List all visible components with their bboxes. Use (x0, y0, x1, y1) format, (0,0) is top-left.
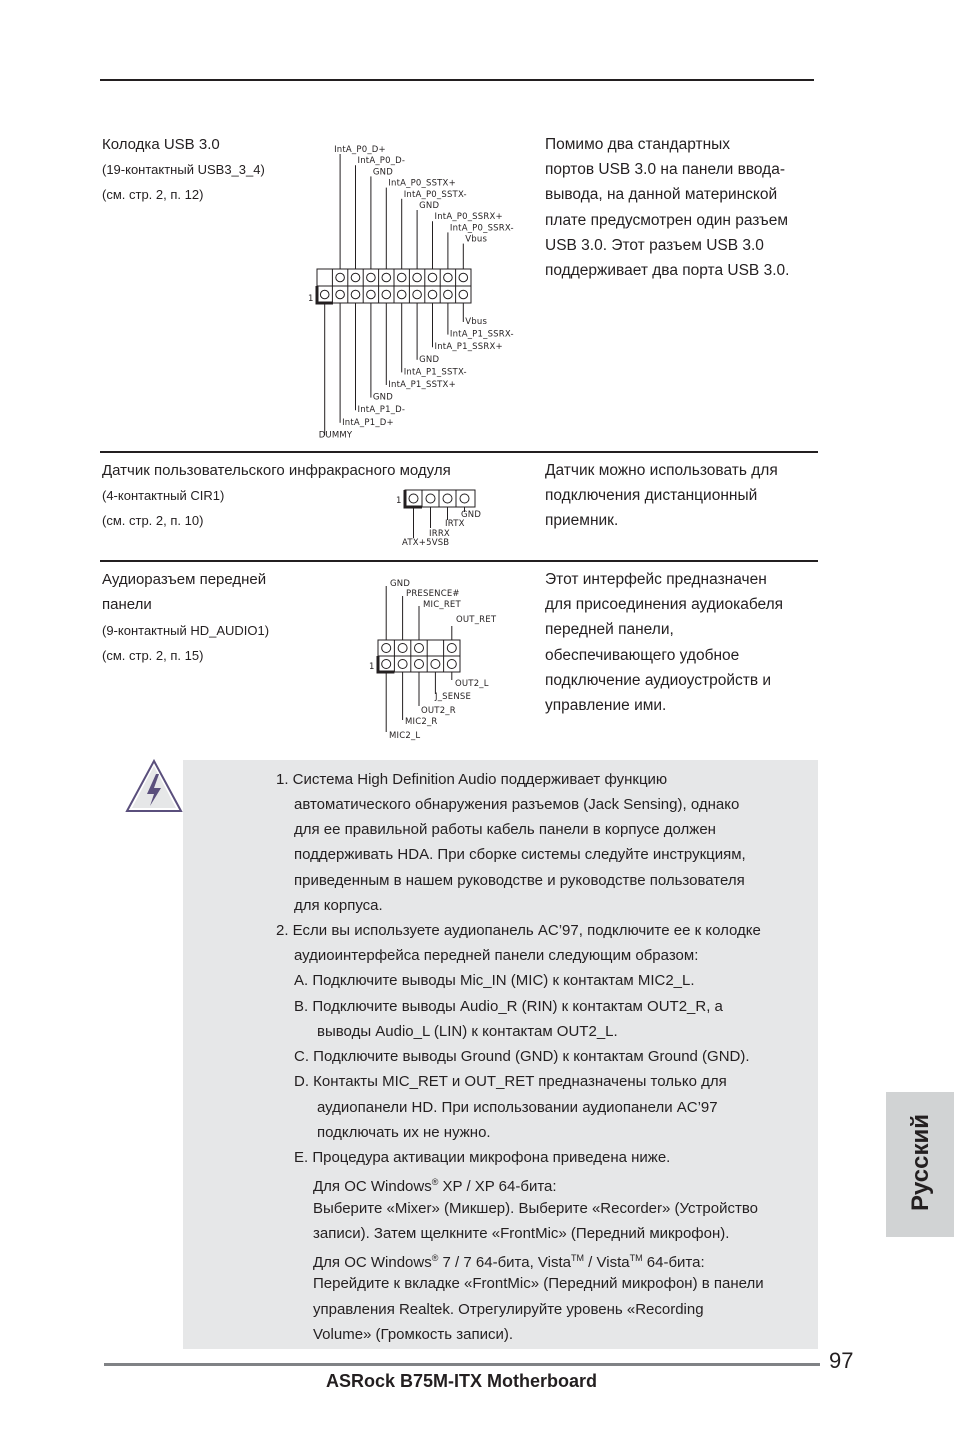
pin (382, 273, 391, 282)
desc-line: портов USB 3.0 на панели ввода- (545, 161, 785, 179)
audio-label-mic2-r: MIC2_R (405, 717, 438, 727)
note-line: E. Процедура активации микрофона приведена ниже. (294, 1149, 671, 1166)
pin (459, 290, 468, 299)
note-line: для ее правильной работы кабель панели в корпусе должен (294, 821, 716, 838)
pin (367, 273, 376, 282)
usb-top-pin-label: IntA_P0_SSTX+ (388, 178, 456, 189)
note-line: автоматического обнаружения разъемов (Jack Sensing), однако (294, 796, 740, 813)
cir-header-title: Датчик пользовательского инфракрасного модуля (102, 462, 451, 479)
cir-label-irtx: IRTX (445, 519, 465, 529)
desc-line: Этот интерфейс предназначен (545, 571, 767, 588)
usb-top-pin-label: IntA_P0_D- (357, 156, 406, 167)
usb-bottom-pin-label: IntA_P1_SSTX- (403, 367, 467, 378)
usb-top-pin-label: GND (419, 201, 440, 211)
note-span: 7 / 7 64-бита, Vista (442, 1254, 571, 1271)
audio-header-diagram (365, 572, 515, 747)
desc-line: для присоединения аудиокабеля (545, 596, 784, 614)
trademark: TM (571, 1253, 584, 1263)
note-span: Для ОС Windows (313, 1254, 432, 1271)
audio-header-title (102, 567, 266, 617)
note-line: аудиоинтерфейса передней панели следующим образом: (294, 947, 699, 964)
desc-line: подключения дистанционный (545, 487, 758, 505)
section-divider (100, 560, 818, 562)
usb-bottom-pin-label: IntA_P1_D- (357, 405, 406, 416)
cir-pin1-label: 1 (396, 496, 402, 506)
desc-line: Датчик можно использовать для (545, 462, 778, 479)
audio-title-line: панели (102, 596, 152, 613)
audio-header-ref: (см. стр. 2, п. 15) (102, 648, 204, 663)
pin (397, 290, 406, 299)
audio-label-out2-r: OUT2_R (421, 706, 456, 716)
audio-label-gnd: GND (390, 579, 411, 589)
note-line: поддерживать HDA. При сборке системы следуйте инструкциям, (294, 846, 746, 863)
section-divider (100, 451, 818, 453)
audio-label-mic-ret: MIC_RET (423, 600, 461, 610)
pin (413, 273, 422, 282)
usb-header-diagram (300, 140, 530, 440)
desc-line: поддерживает два порта USB 3.0. (545, 262, 790, 280)
usb-top-pin-label: Vbus (465, 234, 488, 245)
pin (382, 290, 391, 299)
desc-line: приемник. (545, 512, 619, 530)
audio-header-pins: (9-контактный HD_AUDIO1) (102, 623, 270, 638)
pin (367, 290, 376, 299)
usb-top-pin-label: IntA_P0_SSTX- (403, 189, 467, 200)
pin (351, 290, 360, 299)
cir-header-diagram (395, 486, 495, 550)
usb-bottom-pin-label: GND (419, 354, 440, 365)
pin (413, 290, 422, 299)
note-line (313, 1170, 557, 1199)
cir-header-pins: (4-контактный CIR1) (102, 488, 225, 503)
note-line: Volume» (Громкость записи). (313, 1326, 514, 1343)
audio-header-description (545, 567, 783, 718)
usb-header-pins: (19-контактный USB3_3_4) (102, 162, 265, 177)
desc-line: обеспечивающего удобное (545, 646, 740, 664)
usb-top-pin-label: IntA_P0_SSRX- (449, 223, 514, 234)
top-rule (100, 79, 814, 81)
note-span: XP / XP 64-бита: (442, 1178, 557, 1195)
note-line: 1. Система High Definition Audio поддерживает функцию (276, 771, 668, 788)
audio-label-out-ret: OUT_RET (456, 615, 497, 625)
note-line: для корпуса. (294, 897, 383, 914)
cir-label-gnd: GND (461, 510, 482, 520)
usb-top-pin-label: IntA_P0_D+ (334, 145, 386, 155)
desc-line: плате предусмотрен один разъем (545, 211, 789, 229)
desc-line: USB 3.0. Этот разъем USB 3.0 (545, 236, 764, 254)
pin (444, 273, 453, 282)
cir-label-irrx: IRRX (429, 529, 450, 539)
pin (428, 290, 437, 299)
cir-header-description (545, 458, 778, 534)
note-line: аудиопанели HD. При использовании аудиопанели AC’97 (317, 1099, 718, 1116)
audio-title-line: Аудиоразъем передней (102, 571, 267, 588)
registered-mark: ® (431, 1177, 439, 1187)
usb-pin1-label: 1 (308, 294, 314, 304)
note-span: / Vista (588, 1254, 630, 1271)
note-line: A. Подключите выводы Mic_IN (MIC) к контактам MIC2_L. (294, 972, 695, 989)
desc-line: управление ими. (545, 697, 667, 715)
pin (397, 273, 406, 282)
audio-label-out2-l: OUT2_L (455, 679, 489, 689)
usb-bottom-pin-label: IntA_P1_SSTX+ (388, 380, 456, 390)
usb-bottom-pin-label: IntA_P1_SSRX+ (434, 342, 503, 353)
note-span: Для ОС Windows (313, 1178, 432, 1195)
desc-line: передней панели, (545, 621, 674, 639)
pin (320, 290, 329, 299)
audio-label-j-sense: J_SENSE (435, 692, 472, 702)
audio-label-presence: PRESENCE# (406, 589, 460, 599)
note-line: D. Контакты MIC_RET и OUT_RET предназначены только для (294, 1073, 727, 1090)
pin (336, 290, 345, 299)
note-line: записи). Затем щелкните «FrontMic» (Передний микрофон). (313, 1225, 730, 1242)
warning-icon (123, 757, 185, 817)
usb-bottom-pin-label: IntA_P1_SSRX- (449, 329, 514, 340)
page-number: 97 (829, 1348, 854, 1373)
cir-header-ref: (см. стр. 2, п. 10) (102, 513, 204, 528)
footer-brand: ASRock B75M-ITX Motherboard (326, 1371, 598, 1391)
pin (428, 273, 437, 282)
usb-top-pin-label: IntA_P0_SSRX+ (434, 212, 503, 223)
note-line: 2. Если вы используете аудиопанель AC’97, подключите ее к колодке (276, 922, 761, 939)
note-line: подключать их не нужно. (317, 1124, 491, 1141)
cir-label-atx5vsb: ATX+5VSB (402, 538, 450, 548)
usb-top-pin-label: GND (372, 167, 393, 178)
note-line: B. Подключите выводы Audio_R (RIN) к контактам OUT2_R, а (294, 998, 723, 1015)
footer-rule (104, 1363, 820, 1366)
pin (459, 273, 468, 282)
usb-header-title: Колодка USB 3.0 (102, 136, 220, 153)
usb-bottom-pin-label: GND (372, 392, 393, 403)
pin (336, 273, 345, 282)
trademark: TM (629, 1253, 643, 1263)
usb-bottom-pin-label: Vbus (465, 317, 488, 327)
usb-header-ref: (см. стр. 2, п. 12) (102, 187, 204, 202)
audio-label-mic2-l: MIC2_L (389, 731, 421, 741)
note-line: Перейдите к вкладке «FrontMic» (Передний микрофон) в панели (313, 1275, 764, 1292)
desc-line: Помимо два стандартных (545, 136, 731, 153)
usb-bottom-pin-label: IntA_P1_D+ (342, 417, 394, 428)
language-label: Русский (907, 1114, 934, 1211)
pin (351, 273, 360, 282)
note-line: Выберите «Mixer» (Микшер). Выберите «Recorder» (Устройство (313, 1200, 758, 1217)
usb-header-description (545, 132, 789, 283)
note-line: выводы Audio_L (LIN) к контактам OUT2_L. (317, 1023, 618, 1040)
note-line: C. Подключите выводы Ground (GND) к контактам Ground (GND). (294, 1048, 750, 1065)
pin (444, 290, 453, 299)
desc-line: вывода, на данной материнской (545, 186, 778, 204)
note-span: 64-бита: (646, 1254, 705, 1271)
audio-pin1-label: 1 (369, 662, 375, 672)
note-line: управления Realtek. Отрегулируйте уровень «Recording (313, 1301, 704, 1318)
registered-mark: ® (431, 1253, 439, 1263)
desc-line: подключение аудиоустройств и (545, 671, 772, 689)
usb-bottom-pin-label: DUMMY (318, 430, 353, 440)
note-line: приведенным в нашем руководстве и руководстве пользователя (294, 872, 745, 889)
